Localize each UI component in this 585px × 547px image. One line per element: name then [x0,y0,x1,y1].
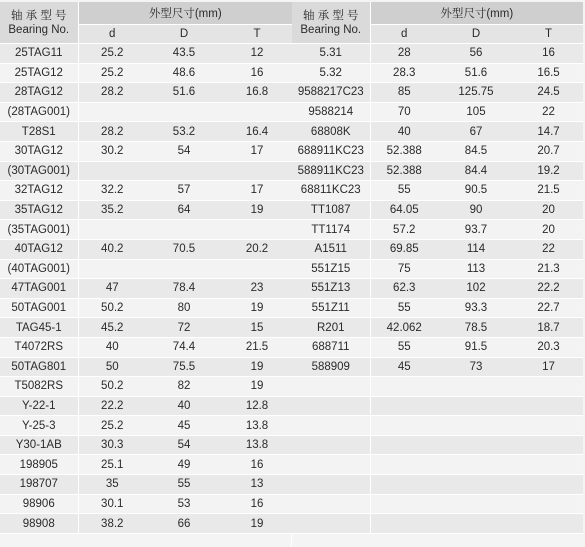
T-cell: 13.8 [222,416,292,436]
T-cell [514,416,583,436]
table-row [292,122,583,142]
col-D-header: D [438,25,514,44]
bearing-no-cell: 47TAG001 [0,279,78,299]
d-cell: 52.388 [370,141,438,161]
T-cell: 19.2 [514,161,583,181]
table-row [292,141,583,161]
bearing-no-cell: 50TAG001 [0,298,78,318]
table-row [292,455,583,475]
d-cell: 55 [370,337,438,357]
bearing-no-cell: 9588214 [292,102,370,122]
D-cell: 55 [146,475,222,495]
D-cell: 53.2 [146,122,222,142]
D-cell [438,435,514,455]
table-row [292,220,583,240]
table-row [292,44,583,64]
D-cell: 51.6 [146,83,222,103]
D-cell [438,455,514,475]
D-cell [146,102,222,122]
bearing-no-cell: T28S1 [0,122,78,142]
T-cell [222,220,292,240]
d-cell: 25.2 [78,63,146,83]
T-cell: 16.5 [514,63,583,83]
D-cell [438,475,514,495]
D-cell [146,259,222,279]
d-cell: 42.062 [370,318,438,338]
table-row [0,83,292,103]
D-cell: 93.7 [438,220,514,240]
bearing-no-cell [292,494,370,514]
d-cell: 22.2 [78,396,146,416]
bearing-no-cell: 25TAG11 [0,44,78,64]
D-cell [146,161,222,181]
d-cell [370,377,438,397]
T-cell: 20 [514,200,583,220]
bearing-no-cell: 68811KC23 [292,181,370,201]
bearing-no-cell: 25TAG12 [0,63,78,83]
table-row [292,181,583,201]
bearing-no-cell: 5.32 [292,63,370,83]
bearing-no-cell: TAG45-1 [0,318,78,338]
D-cell: 51.6 [438,63,514,83]
T-cell: 16 [222,63,292,83]
bearing-no-cell [292,514,370,534]
table-row [0,396,292,416]
T-cell: 12 [222,44,292,64]
d-cell: 25.2 [78,44,146,64]
table-row [0,298,292,318]
d-cell [370,455,438,475]
d-cell: 52.388 [370,161,438,181]
d-cell [78,220,146,240]
T-cell: 20 [514,220,583,240]
D-cell: 73 [438,357,514,377]
d-cell: 40 [78,337,146,357]
bearing-no-cell: 32TAG12 [0,181,78,201]
d-cell: 30.3 [78,435,146,455]
d-cell: 35.2 [78,200,146,220]
T-cell: 18.7 [514,318,583,338]
D-cell: 56 [438,44,514,64]
D-cell: 53 [146,494,222,514]
T-cell: 16.8 [222,83,292,103]
bearing-no-cell [292,416,370,436]
T-cell: 14.7 [514,122,583,142]
d-cell: 85 [370,83,438,103]
d-cell: 70 [370,102,438,122]
table-row [292,298,583,318]
bearing-no-cell: R201 [292,318,370,338]
d-cell: 28 [370,44,438,64]
T-cell: 19 [222,514,292,534]
D-cell: 114 [438,239,514,259]
table-row [0,122,292,142]
d-cell: 50.2 [78,377,146,397]
D-cell: 43.5 [146,44,222,64]
d-cell: 40 [370,122,438,142]
col-T-header: T [222,25,292,44]
D-cell [146,220,222,240]
d-cell: 30.1 [78,494,146,514]
T-cell: 16 [222,494,292,514]
bearing-no-cell [292,455,370,475]
D-cell: 90.5 [438,181,514,201]
table-row [292,318,583,338]
D-cell: 78.5 [438,318,514,338]
T-cell: 17 [222,181,292,201]
T-cell [222,102,292,122]
bearing-table-right-body [292,44,583,534]
T-cell: 24.5 [514,83,583,103]
d-cell [78,259,146,279]
d-cell: 25.1 [78,455,146,475]
T-cell: 16 [222,455,292,475]
table-row [0,102,292,122]
d-cell [370,475,438,495]
D-cell: 54 [146,435,222,455]
table-row [292,514,583,534]
d-cell [78,161,146,181]
d-cell: 40.2 [78,239,146,259]
d-cell: 69.85 [370,239,438,259]
D-cell: 70.5 [146,239,222,259]
bearing-table-left-body [0,44,292,534]
table-row [0,279,292,299]
T-cell [514,514,583,534]
T-cell: 19 [222,377,292,397]
dimensions-header: 外型尺寸(mm) [370,2,583,25]
bearing-no-cell: 551Z15 [292,259,370,279]
T-cell [222,161,292,181]
table-row [292,416,583,436]
T-cell: 22 [514,239,583,259]
D-cell: 48.6 [146,63,222,83]
T-cell: 20.2 [222,239,292,259]
T-cell: 19 [222,298,292,318]
bearing-no-cell: (28TAG001) [0,102,78,122]
bearing-no-cell: 9588217C23 [292,83,370,103]
col-d-header: d [370,25,438,44]
table-row [292,435,583,455]
bearing-no-cell [292,377,370,397]
table-row [0,455,292,475]
d-cell: 50 [78,357,146,377]
bearing-no-cell: 688711 [292,337,370,357]
D-cell [438,396,514,416]
d-cell: 25.2 [78,416,146,436]
bearing-no-cell: Y-22-1 [0,396,78,416]
T-cell [514,494,583,514]
d-cell: 64.05 [370,200,438,220]
bearing-no-cell: 198707 [0,475,78,495]
table-row [292,102,583,122]
D-cell: 49 [146,455,222,475]
table-row [292,357,583,377]
col-T-header: T [514,25,583,44]
T-cell: 16.4 [222,122,292,142]
bearing-no-header [292,2,370,44]
col-d-header: d [78,25,146,44]
table-row [0,200,292,220]
D-cell: 66 [146,514,222,534]
D-cell: 105 [438,102,514,122]
T-cell: 17 [514,357,583,377]
bearing-no-header-en: Bearing No. [8,23,70,36]
T-cell: 13.8 [222,435,292,455]
T-cell [514,377,583,397]
T-cell: 22 [514,102,583,122]
D-cell [438,514,514,534]
table-row [0,416,292,436]
d-cell: 47 [78,279,146,299]
bearing-table-left [0,2,292,534]
bearing-no-cell: A1511 [292,239,370,259]
bearing-no-cell: (35TAG001) [0,220,78,240]
D-cell: 40 [146,396,222,416]
D-cell: 57 [146,181,222,201]
bearing-no-cell: 50TAG801 [0,357,78,377]
bearing-no-cell: Y30-1AB [0,435,78,455]
d-cell: 55 [370,298,438,318]
T-cell: 17 [222,141,292,161]
bearing-no-cell: 30TAG12 [0,141,78,161]
table-row [292,494,583,514]
T-cell: 12.8 [222,396,292,416]
bearing-no-header-cn: 轴 承 型 号 [10,9,67,22]
bearing-no-cell: 688911KC23 [292,141,370,161]
T-cell: 19 [222,357,292,377]
table-row [0,475,292,495]
d-cell: 38.2 [78,514,146,534]
bearing-no-cell [292,475,370,495]
table-row [0,239,292,259]
bearing-no-cell: Y-25-3 [0,416,78,436]
d-cell: 45.2 [78,318,146,338]
table-row [292,475,583,495]
D-cell: 75.5 [146,357,222,377]
d-cell: 50.2 [78,298,146,318]
D-cell: 74.4 [146,337,222,357]
T-cell [514,396,583,416]
d-cell: 57.2 [370,220,438,240]
table-row [0,337,292,357]
bearing-no-cell: 551Z13 [292,279,370,299]
d-cell: 45 [370,357,438,377]
table-row [0,44,292,64]
D-cell: 84.4 [438,161,514,181]
d-cell: 62.3 [370,279,438,299]
d-cell: 28.2 [78,83,146,103]
d-cell: 75 [370,259,438,279]
bearing-no-cell: 551Z11 [292,298,370,318]
D-cell: 93.3 [438,298,514,318]
T-cell: 20.3 [514,337,583,357]
bearing-no-cell: 68808K [292,122,370,142]
D-cell: 72 [146,318,222,338]
table-row [0,318,292,338]
d-cell: 28.3 [370,63,438,83]
T-cell: 22.7 [514,298,583,318]
dimensions-header: 外型尺寸(mm) [78,2,292,25]
table-row [0,514,292,534]
bearing-no-cell: 98908 [0,514,78,534]
table-row [292,377,583,397]
table-row [292,161,583,181]
D-cell: 84.5 [438,141,514,161]
table-row [292,83,583,103]
bearing-no-cell: 588909 [292,357,370,377]
D-cell: 54 [146,141,222,161]
bearing-no-cell: 198905 [0,455,78,475]
T-cell: 21.5 [514,181,583,201]
D-cell [438,494,514,514]
T-cell [514,455,583,475]
T-cell: 21.3 [514,259,583,279]
bearing-no-cell [292,435,370,455]
D-cell: 90 [438,200,514,220]
d-cell [370,494,438,514]
T-cell: 23 [222,279,292,299]
d-cell [370,435,438,455]
bearing-no-cell [292,396,370,416]
table-row [0,63,292,83]
table-row [0,181,292,201]
T-cell [514,435,583,455]
d-cell: 28.2 [78,122,146,142]
table-row [292,279,583,299]
D-cell [438,416,514,436]
table-row [292,337,583,357]
bearing-no-cell: (40TAG001) [0,259,78,279]
D-cell: 45 [146,416,222,436]
d-cell: 32.2 [78,181,146,201]
table-row [0,141,292,161]
D-cell: 91.5 [438,337,514,357]
T-cell: 20.7 [514,141,583,161]
d-cell [370,514,438,534]
table-row [0,435,292,455]
D-cell: 78.4 [146,279,222,299]
table-row [0,377,292,397]
bearing-no-cell: 35TAG12 [0,200,78,220]
d-cell [370,416,438,436]
d-cell [370,396,438,416]
table-row [292,239,583,259]
d-cell [78,102,146,122]
bearing-no-cell: TT1087 [292,200,370,220]
T-cell [222,259,292,279]
d-cell: 55 [370,181,438,201]
d-cell: 30.2 [78,141,146,161]
table-row [292,200,583,220]
D-cell: 125.75 [438,83,514,103]
T-cell: 21.5 [222,337,292,357]
D-cell: 82 [146,377,222,397]
table-row [292,259,583,279]
d-cell: 35 [78,475,146,495]
T-cell [514,475,583,495]
table-row [0,161,292,181]
bearing-no-cell: T4072RS [0,337,78,357]
D-cell: 102 [438,279,514,299]
table-row [0,357,292,377]
T-cell: 19 [222,200,292,220]
bearing-no-cell: 5.31 [292,44,370,64]
table-row [292,396,583,416]
col-D-header: D [146,25,222,44]
table-row [0,220,292,240]
bearing-no-cell: TT1174 [292,220,370,240]
bearing-table-right [292,2,583,534]
T-cell: 16 [514,44,583,64]
table-row [0,494,292,514]
bearing-no-cell: 588911KC23 [292,161,370,181]
table-row [292,63,583,83]
T-cell: 15 [222,318,292,338]
D-cell: 67 [438,122,514,142]
bearing-no-header-cn: 轴 承 型 号 [302,9,359,22]
bearing-no-header [0,2,78,44]
T-cell: 13 [222,475,292,495]
D-cell: 113 [438,259,514,279]
bearing-no-cell: 98906 [0,494,78,514]
bearing-no-cell: 28TAG12 [0,83,78,103]
D-cell [438,377,514,397]
table-row [0,259,292,279]
D-cell: 64 [146,200,222,220]
bearing-no-cell: 40TAG12 [0,239,78,259]
T-cell: 22.2 [514,279,583,299]
bearing-no-header-en: Bearing No. [300,23,362,36]
D-cell: 80 [146,298,222,318]
bearing-no-cell: T5082RS [0,377,78,397]
bearing-no-cell: (30TAG001) [0,161,78,181]
